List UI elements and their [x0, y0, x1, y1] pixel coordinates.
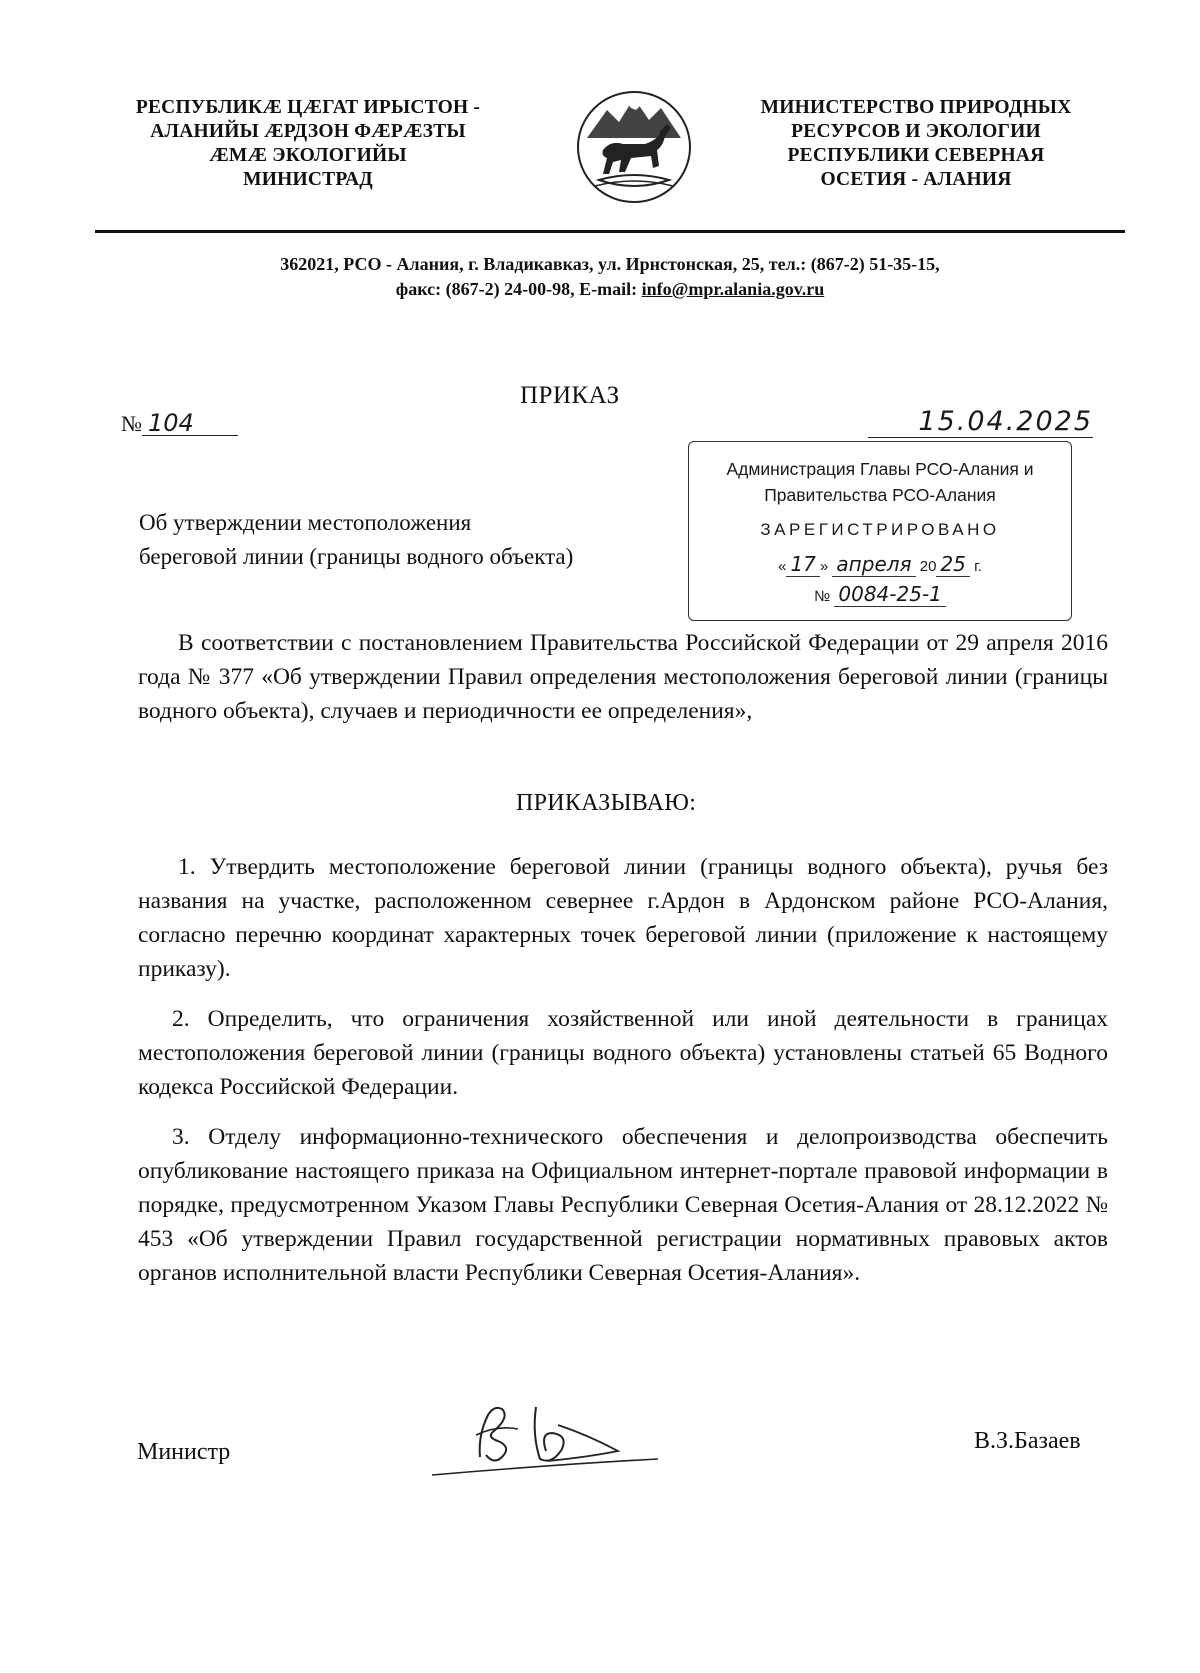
coat-of-arms-icon [573, 88, 695, 206]
signatory-name: В.З.Базаев [974, 1428, 1081, 1454]
stamp-organization [689, 456, 1071, 508]
email-link[interactable]: info@mpr.alania.gov.ru [641, 279, 825, 299]
letterhead-left-line-4: МИНИСТРАД [243, 169, 373, 190]
ministry-address [95, 252, 1125, 302]
signatory-title: Министр [137, 1439, 231, 1465]
letterhead-right-line-4: ОСЕТИЯ - АЛАНИЯ [820, 169, 1012, 190]
stamp-registered-label: ЗАРЕГИСТРИРОВАНО [760, 520, 1000, 539]
directive-heading: ПРИКАЗЫВАЮ: [516, 790, 697, 816]
order-item-3: 3. Отделу информационно-технического обеспечения и делопроизводства обеспечить опубликование настоящего приказа на Официальном интернет-портале правовой информации в порядке, предусмотренном Указом Главы Республики Северная Осетия-Алания от 28.12.2022 № 453 «Об утверждении Правил государственной регистрации нормативных правовых актов органов исполнительной власти Республики Северная Осетия-Алания». [138, 1124, 1108, 1286]
letterhead-right-line-1: МИНИСТЕРСТВО ПРИРОДНЫХ [760, 97, 1072, 118]
stamp-number-handwritten: 0084-25-1 [834, 582, 946, 607]
address-fax: факс: (867-2) 24-00-98, E-mail: [395, 279, 642, 299]
signature-icon [428, 1395, 678, 1485]
stamp-year-suffix: 25 [936, 552, 969, 577]
subject-line-2: береговой линии (границы водного объекта) [139, 544, 574, 569]
letterhead-russian [736, 96, 1096, 192]
stamp-registration-date: « 17 » апреля 20 25 г. [778, 552, 982, 576]
stamp-org-line-2: Правительства РСО-Алания [764, 485, 996, 505]
letterhead-ossetian [128, 96, 488, 192]
address-line-1: 362021, РСО - Алания, г. Владикавказ, ул. Ирнстонская, 25, тел.: (867-2) 51-35-15, [280, 254, 940, 274]
letterhead-left-line-2: АЛАНИЙЫ ÆРДЗОН ФÆРÆЗТЫ [150, 121, 466, 142]
preamble-paragraph: В соответствии с постановлением Правительства Российской Федерации от 29 апреля 2016 года № 377 «Об утверждении Правил определения местоположения береговой линии (границы водного объекта), случаев и периодичности ее определения», [138, 630, 1108, 724]
order-item-2: 2. Определить, что ограничения хозяйственной или иной деятельности в границах местоположения береговой линии (границы водного объекта) установлены статьей 65 Водного кодекса Российской Федерации. [138, 1006, 1108, 1100]
stamp-day: 17 [786, 552, 819, 577]
stamp-registration-number [689, 582, 1071, 606]
letterhead-left-line-1: РЕСПУБЛИКÆ ЦÆГАТ ИРЫСТОН - [135, 97, 481, 118]
address-line-2 [95, 277, 1125, 302]
letterhead-divider [95, 230, 1125, 233]
stamp-number-label: № [814, 588, 831, 605]
order-number-label: № [121, 411, 142, 436]
order-date-handwritten: 15.04.2025 [868, 407, 1093, 438]
order-subject [139, 506, 573, 574]
stamp-year-prefix: 20 [919, 558, 937, 575]
stamp-month: апреля [832, 552, 915, 577]
letterhead-right-line-3: РЕСПУБЛИКИ СЕВЕРНАЯ [787, 145, 1045, 166]
document-title: ПРИКАЗ [520, 382, 620, 409]
subject-line-1: Об утверждении местоположения [139, 510, 472, 535]
letterhead-right-line-2: РЕСУРСОВ И ЭКОЛОГИИ [791, 121, 1041, 142]
order-number [121, 411, 238, 437]
order-item-1: 1. Утвердить местоположение береговой линии (границы водного объекта), ручья без названия на участке, расположенном севернее г.Ардон в Ардонском районе РСО-Алания, согласно перечню координат характерных точек береговой линии (приложение к настоящему приказу). [138, 854, 1108, 982]
registration-stamp [688, 441, 1072, 621]
stamp-org-line-1: Администрация Главы РСО-Алания и [726, 459, 1034, 479]
letterhead-left-line-3: ÆМÆ ЭКОЛОГИЙЫ [209, 145, 407, 166]
stamp-year-unit: г. [974, 558, 982, 575]
order-number-handwritten: 104 [142, 411, 238, 436]
